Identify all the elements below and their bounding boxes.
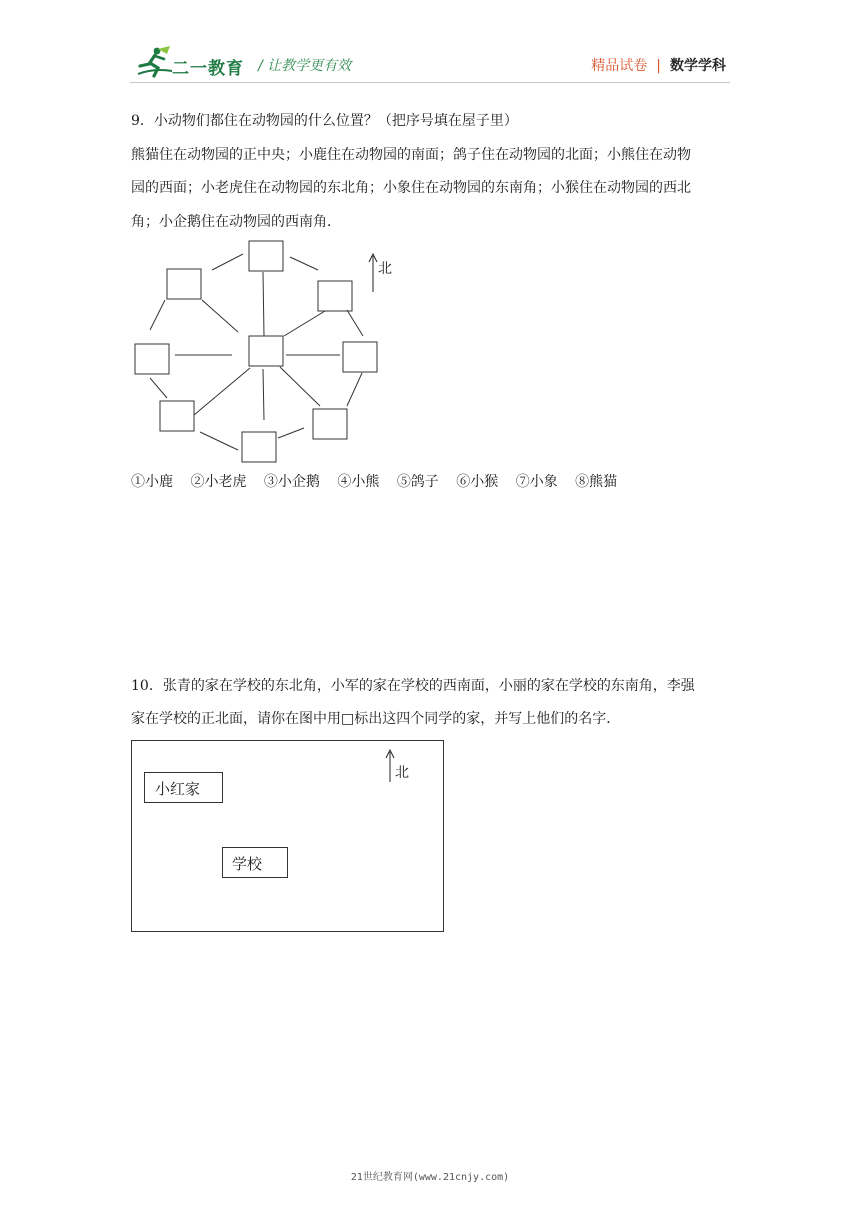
- brand-slogan: / 让教学更有效: [258, 58, 352, 74]
- q9-title: 9．小动物们都住在动物园的什么位置？（把序号填在屋子里）: [131, 113, 518, 129]
- page-footer: 21世纪教育网(www.21cnjy.com): [350, 1172, 510, 1183]
- q10-line1: 10．张青的家在学校的东北角，小军的家在学校的西南面，小丽的家在学校的东南角，李强: [131, 678, 695, 694]
- runner-logo-icon: [136, 46, 174, 78]
- home-label: 小红家: [155, 780, 201, 798]
- q10-line2: 家在学校的正北面，请你在图中用□标出这四个同学的家，并写上他们的名字．: [131, 711, 621, 727]
- zoo-diagram: [120, 232, 410, 468]
- north-label: 北: [395, 765, 409, 781]
- tag-premium: 精品试卷: [591, 58, 648, 74]
- q9-line3: 角；小企鹅住在动物园的西南角．: [131, 214, 341, 230]
- option-item: ①小鹿: [131, 474, 173, 490]
- option-item: ⑦小象: [515, 474, 558, 490]
- q9-line1: 熊猫住在动物园的正中央；小鹿住在动物园的南面；鸽子住在动物园的北面；小熊住在动物: [131, 147, 691, 163]
- option-item: ②小老虎: [190, 474, 247, 490]
- option-item: ⑤鸽子: [396, 474, 439, 490]
- page-header: [0, 0, 860, 92]
- tag-separator: |: [656, 58, 661, 74]
- header-divider: [130, 82, 730, 83]
- q9-options: [131, 471, 630, 491]
- option-item: ④小熊: [337, 474, 380, 490]
- brand-name: 二一教育: [172, 59, 244, 79]
- option-item: ⑥小猴: [456, 474, 499, 490]
- north-arrow-icon: [369, 254, 377, 292]
- tag-subject: 数学学科: [670, 58, 726, 74]
- option-item: ⑧熊猫: [575, 474, 618, 490]
- option-item: ③小企鹅: [263, 474, 320, 490]
- q9-line2: 园的西面；小老虎住在动物园的东北角；小象住在动物园的东南角；小猴住在动物园的西北: [131, 180, 691, 196]
- header-tags: [591, 55, 726, 75]
- school-map-diagram: [120, 730, 450, 936]
- north-arrow-icon: [386, 750, 394, 782]
- school-label: 学校: [232, 855, 263, 873]
- north-label: 北: [378, 261, 392, 277]
